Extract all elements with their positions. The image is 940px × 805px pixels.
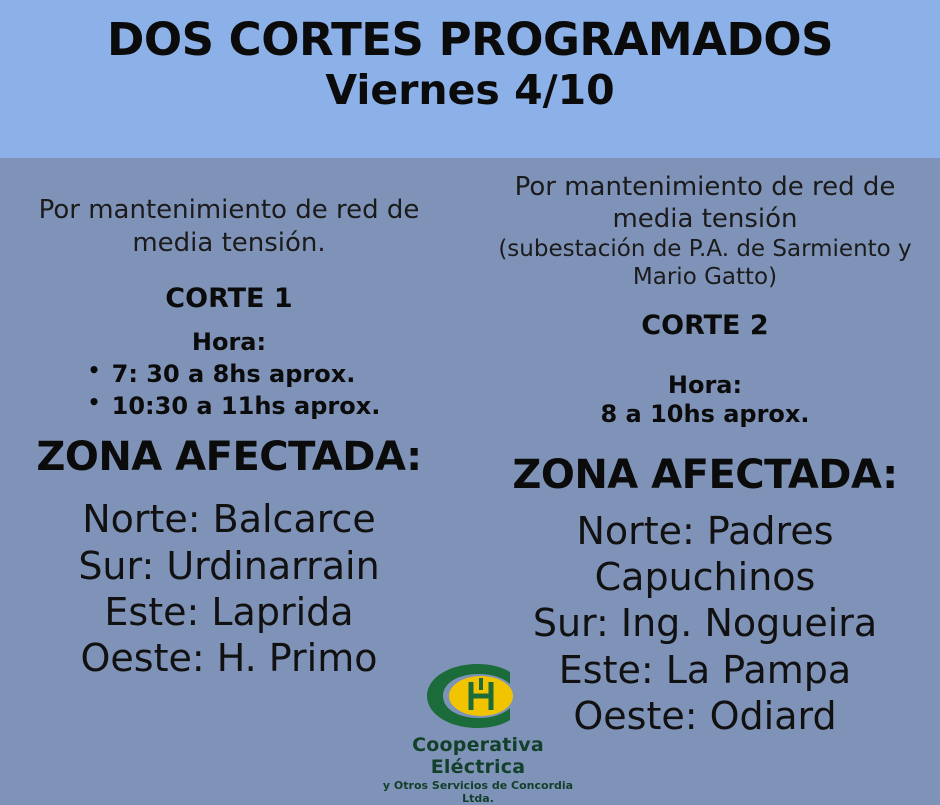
list-item: Sur: Ing. Nogueira [532, 601, 878, 646]
corte-1-title: CORTE 1 [165, 282, 293, 314]
header-subtitle: Viernes 4/10 [325, 66, 615, 115]
list-item: Oeste: H. Primo [80, 636, 378, 681]
corte-1-zona-label: ZONA AFECTADA: [36, 434, 422, 481]
list-item: Este: La Pampa [558, 647, 852, 692]
header-title: DOS CORTES PROGRAMADOS [106, 13, 834, 66]
corte-1-directions [10, 496, 448, 681]
list-item: • 10:30 a 11hs aprox. [78, 390, 381, 422]
list-item: Norte: Padres Capuchinos [576, 508, 834, 600]
list-item: Este: Laprida [104, 590, 354, 635]
corte-2-intro-sub: (subestación de P.A. de Sarmiento y Mario Gatto) [498, 236, 912, 291]
corte-2-hora-label: Hora: [667, 370, 743, 399]
list-item: Sur: Urdinarrain [78, 543, 380, 588]
corte-2-title: CORTE 2 [641, 309, 769, 341]
corte-1-hora-label: Hora: [191, 327, 267, 356]
corte-2-hora-value: 8 a 10hs aprox. [600, 399, 810, 428]
cooperativa-logo [378, 660, 578, 805]
list-item: • 7: 30 a 8hs aprox. [78, 358, 381, 390]
corte-2-intro: Por mantenimiento de red de media tensión [514, 172, 896, 234]
list-item: Oeste: Odiard [573, 694, 837, 739]
cooperativa-logo-subtitle: y Otros Servicios de Concordia Ltda. [382, 779, 574, 805]
corte-2-zona-label: ZONA AFECTADA: [512, 451, 898, 498]
list-item: Norte: Balcarce [82, 497, 376, 542]
cooperativa-logo-icon [403, 660, 553, 732]
cooperativa-logo-name: Cooperativa Eléctrica [412, 734, 544, 778]
poster-header [0, 0, 940, 158]
corte-1-hours-list [78, 358, 381, 423]
corte-1-intro: Por mantenimiento de red de media tensión. [38, 195, 420, 259]
